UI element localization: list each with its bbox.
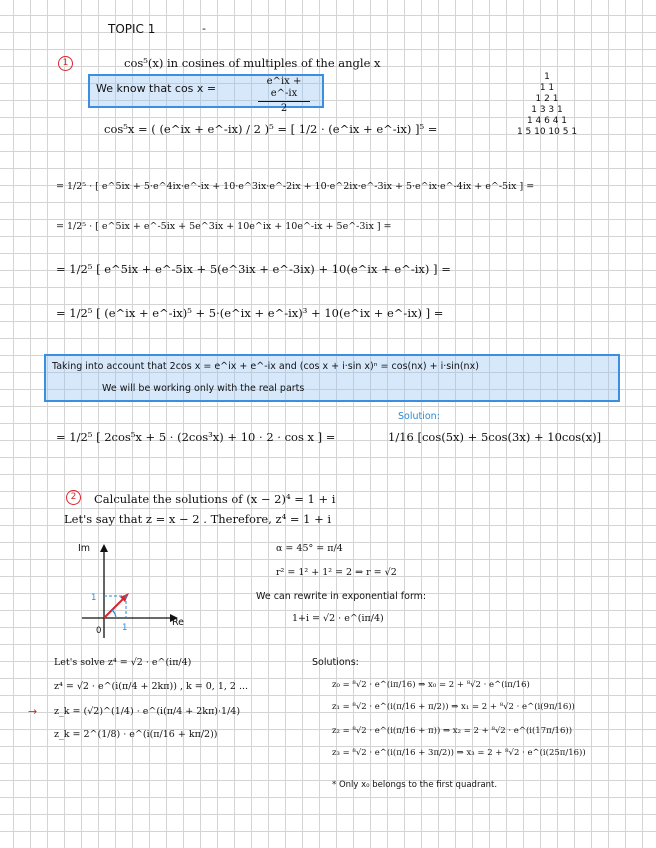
tick-label-x: 1 (122, 623, 128, 633)
solutions-label: Solutions: (312, 657, 359, 668)
page-title: TOPIC 1 (108, 22, 156, 36)
pascal-triangle (492, 72, 602, 138)
angle-arc (112, 610, 116, 618)
step-0: cos⁵x = ( (e^ix + e^-ix) / 2 )⁵ = [ 1/2 · (e^ix + e^-ix) ]⁵ = (104, 122, 438, 136)
task-2-text: Calculate the solutions of (x − 2)⁴ = 1 + i (94, 492, 336, 506)
pascal-row: 1 2 1 (535, 94, 559, 104)
modulus-calculation: r² = 1² + 1² = 2 ⇒ r = √2 (276, 567, 397, 578)
final-result: 1/16 [cos(5x) + 5cos(3x) + 10cos(x)] (388, 430, 602, 444)
known-formula-numerator: e^ix + e^-ix (266, 76, 302, 99)
solve-line-3: z_k = (√2)^(1/4) · e^(i(π/4 + 2kπ)·1/4) (54, 706, 241, 717)
exponential-form: 1+i = √2 · e^(iπ/4) (292, 613, 384, 624)
solve-line-2: z⁴ = √2 · e^(i(π/4 + 2kπ)) , k = 0, 1, 2 ... (54, 681, 249, 692)
section-number-1: 1 (58, 56, 73, 71)
solution-label: Solution: (398, 411, 440, 422)
axis-label-im: Im (78, 543, 91, 554)
section-number-2: 2 (66, 490, 81, 505)
note-line-1: Taking into account that 2cos x = e^ix + e^-ix and (cos x + i·sin x)ⁿ = cos(nx) + i·sin(nx) (52, 361, 479, 372)
pascal-row: 1 5 10 10 5 1 (516, 127, 578, 137)
solution-1: z₁ = ⁸√2 · e^(i(π/16 + π/2)) ⇒ x₁ = 2 + ⁸√2 · e^(i(9π/16)) (332, 702, 575, 712)
step-3: = 1/2⁵ [ e^5ix + e^-5ix + 5(e^3ix + e^-3ix) + 10(e^ix + e^-ix) ] = (56, 262, 451, 276)
arrow-marker: → (28, 705, 38, 718)
step-1: = 1/2⁵ · [ e^5ix + 5·e^4ix·e^-ix + 10·e^3ix·e^-2ix + 10·e^2ix·e^-3ix + 5·e^ix·e^-4ix + e^-5ix ] = (56, 181, 535, 192)
rewrite-text: We can rewrite in exponential form: (256, 591, 427, 602)
task-2-substitution: Let's say that z = x − 2 . Therefore, z⁴ = 1 + i (64, 512, 332, 526)
solve-line-4: z_k = 2^(1/8) · e^(i(π/16 + kπ/2)) (54, 729, 218, 740)
imaginary-axis-arrow (100, 544, 108, 552)
pascal-row: 1 (544, 72, 550, 82)
axis-label-re: Re (172, 617, 185, 628)
title-dash: - (202, 22, 206, 35)
solution-3: z₃ = ⁸√2 · e^(i(π/16 + 3π/2)) ⇒ x₃ = 2 + ⁸√2 · e^(i(25π/16)) (332, 748, 586, 758)
note-line-2: We will be working only with the real parts (102, 383, 305, 394)
final-expression: = 1/2⁵ [ 2cos⁵x + 5 · (2cos³x) + 10 · 2 · cos x ] = (56, 430, 336, 444)
pascal-row: 1 1 (539, 83, 555, 93)
solution-2: z₂ = ⁸√2 · e^(i(π/16 + π)) ⇒ x₂ = 2 + ⁸√2 · e^(i(17π/16)) (332, 726, 573, 736)
tick-label-y: 1 (91, 593, 97, 603)
quadrant-note: * Only x₀ belongs to the first quadrant. (332, 780, 498, 790)
pascal-row: 1 4 6 4 1 (526, 116, 568, 126)
origin-label: 0 (96, 626, 102, 636)
alpha-value: α = 45° = π/4 (276, 543, 343, 554)
task-1-text: cos⁵(x) in cosines of multiples of the angle x (124, 56, 381, 70)
pascal-row: 1 3 3 1 (531, 105, 563, 115)
known-formula-fraction (258, 76, 310, 115)
step-2: = 1/2⁵ · [ e^5ix + e^-5ix + 5e^3ix + 10e^ix + 10e^-ix + 5e^-3ix ] = (56, 221, 392, 232)
solve-line-1: Let's solve z⁴ = √2 · e^(iπ/4) (54, 657, 192, 668)
known-formula-denominator: 2 (280, 103, 288, 114)
solution-0: z₀ = ⁸√2 · e^(iπ/16) ⇒ x₀ = 2 + ⁸√2 · e^(iπ/16) (332, 680, 530, 690)
known-formula-label: We know that cos x = (96, 82, 217, 95)
step-4: = 1/2⁵ [ (e^ix + e^-ix)⁵ + 5·(e^ix + e^-ix)³ + 10(e^ix + e^-ix) ] = (56, 306, 444, 320)
